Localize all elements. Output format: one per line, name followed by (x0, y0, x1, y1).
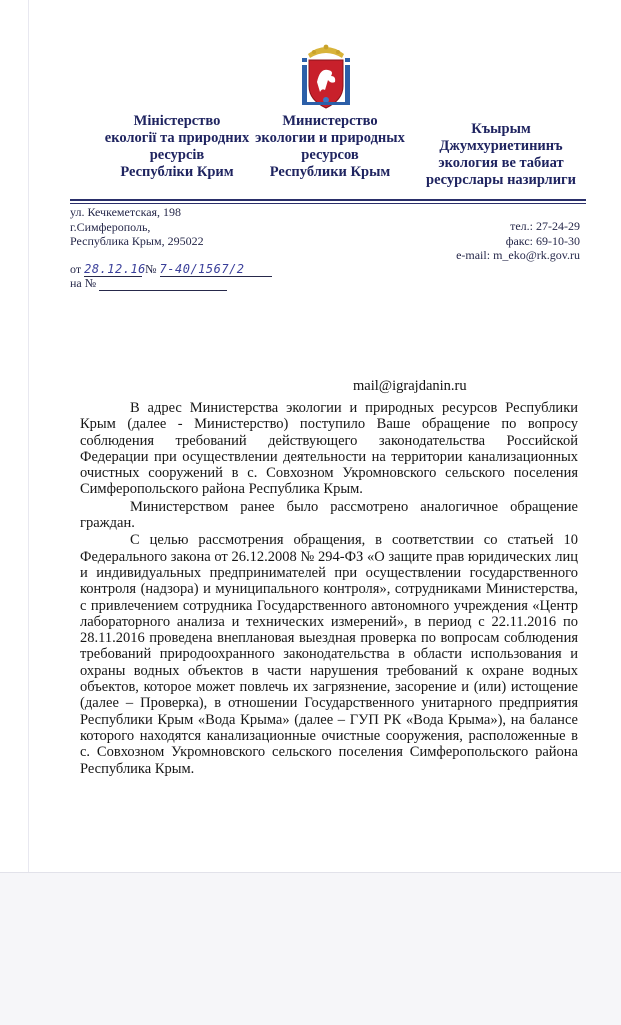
header-right-line: Къырым (471, 121, 531, 137)
postal-address (70, 205, 204, 249)
header-russian-ministry-name (245, 113, 415, 181)
scan-background-margin (0, 872, 621, 1025)
contact-block (400, 219, 580, 263)
reference-label: на № (70, 276, 97, 290)
header-center-line: ресурсов (301, 147, 359, 163)
letter-body (80, 400, 578, 777)
header-left-line: ресурсів (149, 147, 205, 163)
phone-number: тел.: 27-24-29 (510, 219, 580, 233)
header-right-line: экология ве табиат (438, 155, 564, 171)
body-paragraph: С целью рассмотрения обращения, в соответствии со статьей 10 Федерального закона от 26.12.2008 № 294-ФЗ «О защите прав юридических лиц и индивидуальных предпринимателей при осуществлении государственного контроля (надзора) и муниципального контроля», сотрудниками Министерства, с привлечением сотрудника Государственного автономного учреждения «Центр лабораторного анализа и технических измерений», в период с 22.11.2016 по 28.11.2016 проведена внеплановая выездная проверка по вопросам соблюдения требований природоохранного законодательства в области использования и охраны водных объектов в части нарушения требований к охране водных объектов, которое может повлечь их загрязнение, засорение и (или) истощение (далее – Проверка), в отношении Государственного унитарного предприятия Республики Крым «Вода Крыма» (далее – ГУП РК «Вода Крыма»), на балансе которого находятся канализационные очистные сооружения, расположенные в с. Совхозном Укромновского сельского поселения Симферопольского района Республика Крым. (80, 532, 578, 777)
header-left-line: Республіки Крим (120, 164, 234, 180)
handwritten-reg-number: 7-40/1567/2 (160, 262, 272, 277)
header-right-line: Джумхуриетининъ (439, 138, 563, 154)
recipient-email: mail@igrajdanin.ru (353, 378, 467, 394)
body-paragraph: Министерством ранее было рассмотрено аналогичное обращение граждан. (80, 498, 578, 532)
email-address: e-mail: m_eko@rk.gov.ru (456, 248, 580, 262)
header-center-line: Министерство (282, 113, 378, 129)
crimea-coat-of-arms-icon (298, 40, 354, 112)
header-center-line: Республики Крым (269, 164, 391, 180)
handwritten-date: 28.12.16 (84, 262, 146, 276)
registration-from-line (70, 262, 272, 277)
reference-blank-field (99, 279, 227, 291)
header-ukrainian-ministry-name (92, 113, 262, 181)
fax-number: факс: 69-10-30 (505, 233, 580, 248)
header-crimean-tatar-ministry-name (415, 121, 587, 189)
number-label: № (145, 262, 157, 276)
from-label: от (70, 262, 82, 276)
address-line: г.Симферополь, (70, 219, 151, 234)
address-line: ул. Кечкеметская, 198 (70, 205, 182, 219)
header-divider-thin (70, 203, 586, 204)
header-center-line: экологии и природных (255, 130, 405, 146)
address-line: Республика Крым, 295022 (70, 234, 204, 248)
body-paragraph: В адрес Министерства экологии и природных ресурсов Республики Крым (далее - Министерство) поступило Ваше обращение по вопросу соблюдения требований действующего законодательства Российской Федерации при осуществлении деятельности на территории канализационных очистных сооружений в с. Совхозном Укромновского сельского поселения Симферопольского района Республика Крым. (80, 400, 578, 498)
registration-reference-line (70, 276, 227, 291)
scan-edge-line (28, 0, 29, 872)
header-left-line: екології та природних (104, 130, 250, 146)
header-left-line: Міністерство (133, 113, 221, 129)
header-divider-thick (70, 199, 586, 201)
header-right-line: ресурслары назирлиги (426, 172, 576, 188)
